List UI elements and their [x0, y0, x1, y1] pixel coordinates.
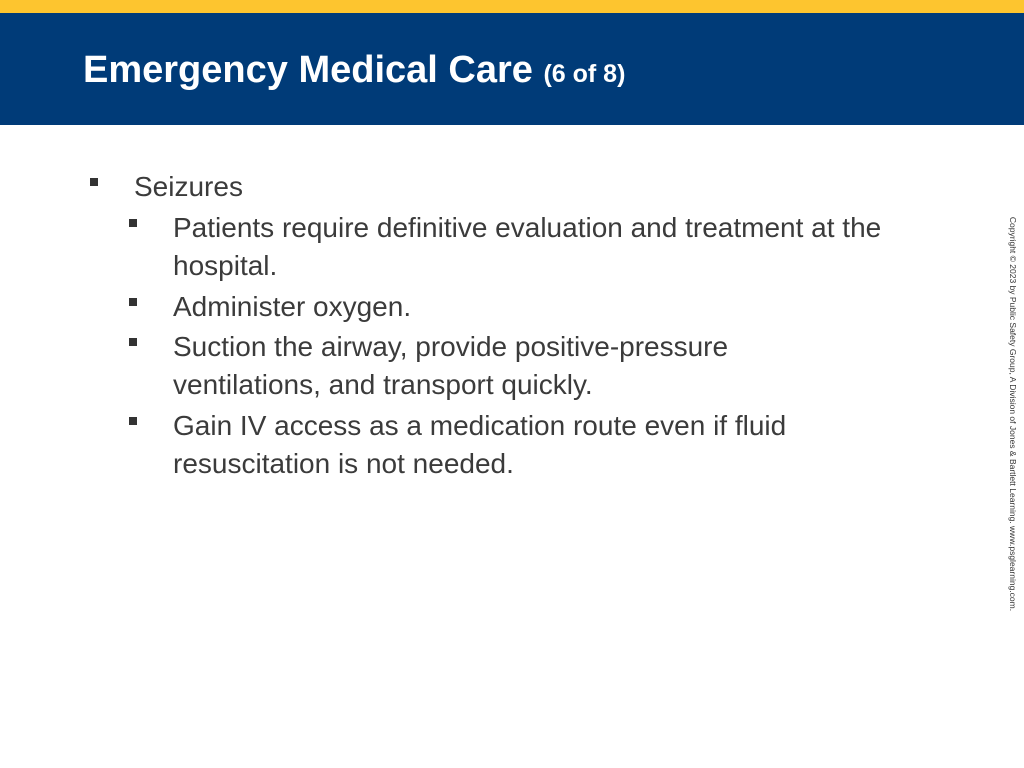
bullet-level2	[173, 209, 933, 285]
bullet-text: Patients require definitive evaluation and treatment at the hospital.	[173, 212, 882, 281]
square-bullet-icon	[129, 417, 137, 425]
bullet-text: Suction the airway, provide positive-pressure ventilations, and transport quickly.	[173, 331, 729, 400]
square-bullet-icon	[90, 178, 98, 186]
square-bullet-icon	[129, 298, 137, 306]
bullet-level2	[173, 288, 933, 326]
bullet-level2	[173, 328, 853, 404]
bullet-text: Seizures	[134, 171, 243, 202]
bullet-text: Administer oxygen.	[173, 291, 412, 322]
copyright-notice: Copyright © 2023 by Public Safety Group, A Division of Jones & Bartlett Learning. www.psglearning.com.	[1008, 216, 1018, 612]
bullet-level1	[134, 168, 243, 206]
slide-title-text: Emergency Medical Care	[83, 49, 533, 91]
square-bullet-icon	[129, 338, 137, 346]
square-bullet-icon	[129, 219, 137, 227]
slide-counter: (6 of 8)	[543, 60, 626, 88]
bullet-text: Gain IV access as a medication route even if fluid resuscitation is not needed.	[173, 410, 787, 479]
bullet-level2	[173, 407, 893, 483]
